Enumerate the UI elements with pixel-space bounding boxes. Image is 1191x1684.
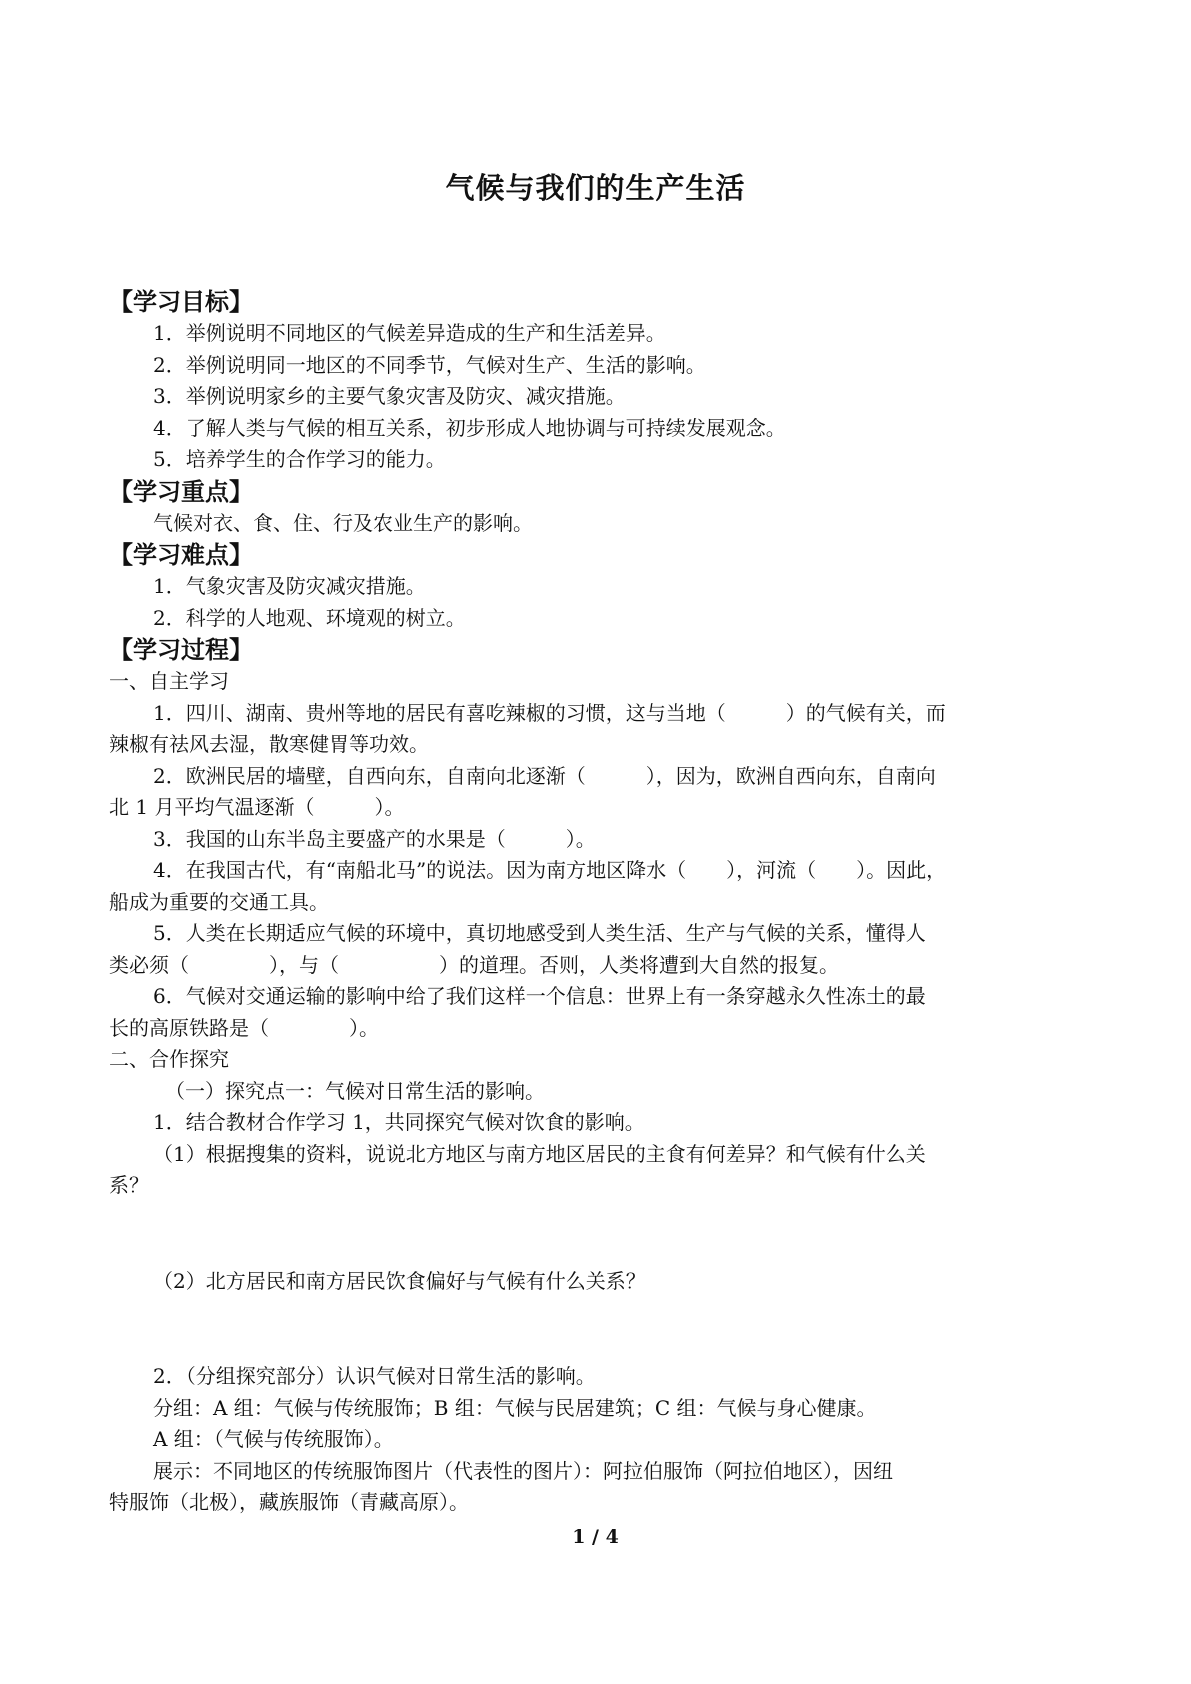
document-title: 气候与我们的生产生活: [445, 171, 746, 205]
part-heading-self-study: 一、自主学习: [109, 669, 229, 693]
question-line: 特服饰（北极），藏族服饰（青藏高原）。: [109, 1490, 469, 1514]
question-line: 北 1 月平均气温逐渐（ ）。: [109, 795, 405, 819]
question-line: 4．在我国古代，有“南船北马”的说法。因为南方地区降水（ ），河流（ ）。因此，: [153, 858, 947, 882]
question-line: 长的高原铁路是（ ）。: [109, 1015, 379, 1040]
inquiry-point-one: （一）探究点一：气候对日常生活的影响。: [165, 1078, 545, 1103]
question-line: 6．气候对交通运输的影响中给了我们这样一个信息：世界上有一条穿越永久性冻土的最: [153, 984, 926, 1008]
goal-item: 2．举例说明同一地区的不同季节，气候对生产、生活的影响。: [153, 352, 706, 377]
goal-item: 4．了解人类与气候的相互关系，初步形成人地协调与可持续发展观念。: [153, 415, 786, 440]
answer-space: [109, 1329, 1091, 1361]
goal-item: 1．举例说明不同地区的气候差异造成的生产和生活差异。: [153, 321, 666, 345]
question-line: 分组：A 组：气候与传统服饰；B 组：气候与民居建筑；C 组：气候与身心健康。: [153, 1395, 877, 1420]
key-point-item: 气候对衣、食、住、行及农业生产的影响。: [153, 510, 533, 535]
question-line: 3．我国的山东半岛主要盛产的水果是（ ）。: [153, 826, 596, 851]
answer-space: [109, 1234, 1091, 1266]
section-heading-key-points: 【学习重点】: [109, 477, 253, 506]
document-body: [109, 286, 1091, 1519]
goal-item: 3．举例说明家乡的主要气象灾害及防灾、减灾措施。: [153, 384, 626, 408]
question-line: 2．欧洲民居的墙壁，自西向东，自南向北逐渐（ ），因为，欧洲自西向东，自南向: [153, 763, 936, 788]
section-heading-goals: 【学习目标】: [109, 288, 253, 316]
question-line: （2）北方居民和南方居民饮食偏好与气候有什么关系？: [153, 1268, 646, 1293]
section-heading-process: 【学习过程】: [109, 636, 253, 664]
difficulty-item: 1．气象灾害及防灾减灾措施。: [153, 574, 426, 598]
question-line: 2．（分组探究部分）认识气候对日常生活的影响。: [153, 1364, 596, 1388]
question-line: 系？: [109, 1173, 149, 1197]
page-number: 1 / 4: [572, 1526, 619, 1548]
question-line: 5．人类在长期适应气候的环境中，真切地感受到人类生活、生产与气候的关系，懂得人: [153, 921, 926, 945]
question-line: 展示：不同地区的传统服饰图片（代表性的图片）：阿拉伯服饰（阿拉伯地区），因纽: [153, 1458, 893, 1483]
part-heading-cooperative: 二、合作探究: [109, 1047, 229, 1071]
answer-space: [109, 1297, 1091, 1329]
question-line: （1）根据搜集的资料，说说北方地区与南方地区居民的主食有何差异？和气候有什么关: [153, 1141, 926, 1166]
difficulty-item: 2．科学的人地观、环境观的树立。: [153, 605, 466, 630]
answer-space: [109, 1202, 1091, 1234]
goal-item: 5．培养学生的合作学习的能力。: [153, 447, 446, 471]
question-line: 类必须（ ），与（ ）的道理。否则，人类将遭到大自然的报复。: [109, 952, 839, 977]
question-line: 船成为重要的交通工具。: [109, 889, 329, 914]
section-heading-difficulties: 【学习难点】: [109, 541, 253, 569]
question-line: 辣椒有祛风去湿，散寒健胃等功效。: [109, 732, 429, 756]
question-line: A 组：（气候与传统服饰）。: [153, 1427, 394, 1451]
question-line: 1．结合教材合作学习 1，共同探究气候对饮食的影响。: [153, 1110, 645, 1134]
question-line: 1．四川、湖南、贵州等地的居民有喜吃辣椒的习惯，这与当地（ ）的气候有关，而: [153, 700, 946, 725]
